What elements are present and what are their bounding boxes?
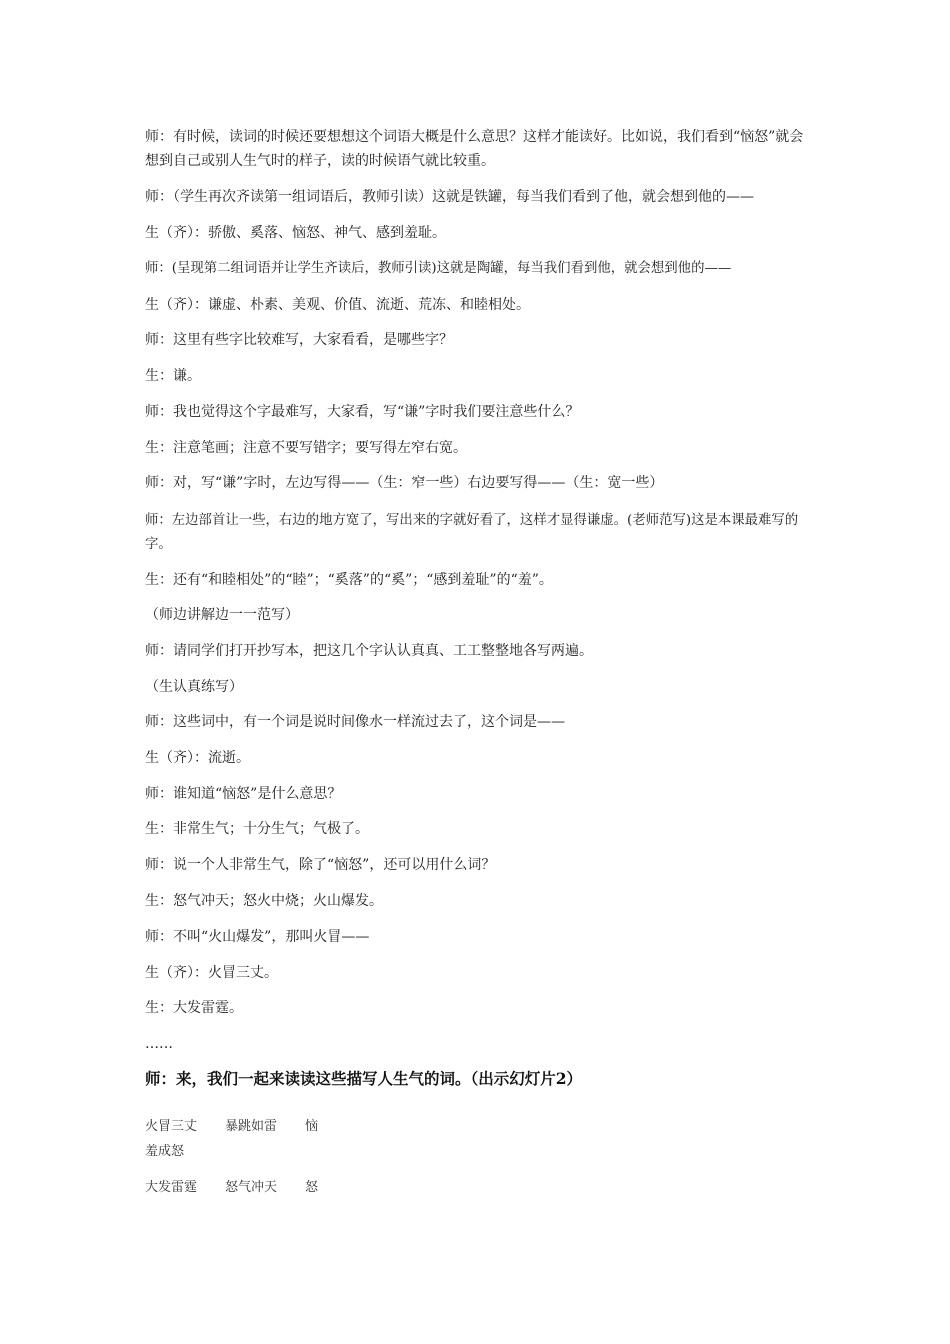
paragraph-9: 生：注意笔画；注意不要写错字；要写得左窄右宽。 — [145, 440, 467, 456]
paragraph-1: 师：有时候，读词的时候还要想想这个词语大概是什么意思？这样才能读好。比如说，我们看到“恼怒”就会想到自己或别人生气时的样子，读的时候语气就比较重。 — [145, 129, 804, 169]
word-item: 火冒三丈 — [145, 1119, 198, 1134]
paragraph-22: 师：不叫“火山爆发”，那叫火冒—— — [145, 929, 370, 945]
paragraph-6: 师：这里有些字比较难写，大家看看，是哪些字？ — [145, 332, 453, 348]
paragraph-4: 师：(呈现第二组词语并让学生齐读后，教师引读)这就是陶罐，每当我们看到他，就会想到他的—— — [145, 261, 732, 276]
paragraph-12: 生：还有“和睦相处”的“睦”；“奚落”的“奚”；“感到羞耻”的“羞”。 — [145, 572, 553, 588]
paragraph-15: （生认真练写） — [145, 679, 243, 695]
word-item: 大发雷霆 — [145, 1180, 198, 1195]
paragraph-18: 师：谁知道“恼怒”是什么意思？ — [145, 786, 342, 802]
paragraph-17: 生（齐）：流逝。 — [145, 750, 250, 766]
paragraph-19: 生：非常生气；十分生气；气极了。 — [145, 821, 369, 837]
word-item: 暴跳如雷 — [225, 1119, 278, 1134]
paragraph-20: 师：说一个人非常生气，除了“恼怒”，还可以用什么词？ — [145, 857, 496, 873]
paragraph-13: （师边讲解边一一范写） — [145, 607, 299, 623]
paragraph-24: 生：大发雷霆。 — [145, 1000, 243, 1016]
paragraph-16: 师：这些词中，有一个词是说时间像水一样流过去了，这个词是—— — [145, 714, 565, 730]
word-item: 恼 — [305, 1119, 319, 1134]
paragraph-14: 师：请同学们打开抄写本，把这几个字认认真真、工工整整地各写两遍。 — [145, 643, 593, 659]
slide-intro: 师：来，我们一起来读读这些描写人生气的词。（出示幻灯片2） — [145, 1069, 583, 1088]
paragraph-3: 生（齐）：骄傲、奚落、恼怒、神气、感到羞耻。 — [145, 225, 446, 241]
paragraph-2: 师：（学生再次齐读第一组词语后，教师引读）这就是铁罐，每当我们看到了他，就会想到他的—— — [145, 189, 754, 205]
word-item: 羞成怒 — [145, 1144, 185, 1159]
paragraph-8: 师：我也觉得这个字最难写，大家看，写“谦”字时我们要注意些什么？ — [145, 404, 580, 420]
ellipsis: …… — [145, 1036, 173, 1052]
paragraph-7: 生：谦。 — [145, 368, 201, 384]
paragraph-11: 师：左边部首让一些，右边的地方宽了，写出来的字就好看了，这样才显得谦虚。(老师范写)这是本课最难写的字。 — [145, 513, 799, 552]
paragraph-10: 师：对，写“谦”字时，左边写得——（生：窄一些）右边要写得——（生：宽一些） — [145, 475, 664, 491]
word-item: 怒 — [305, 1180, 319, 1195]
paragraph-21: 生：怒气冲天；怒火中烧；火山爆发。 — [145, 893, 383, 909]
paragraph-5: 生（齐）：谦虚、朴素、美观、价值、流逝、荒冻、和睦相处。 — [145, 297, 530, 313]
paragraph-23: 生（齐）：火冒三丈。 — [145, 965, 278, 981]
word-item: 怒气冲天 — [225, 1180, 278, 1195]
